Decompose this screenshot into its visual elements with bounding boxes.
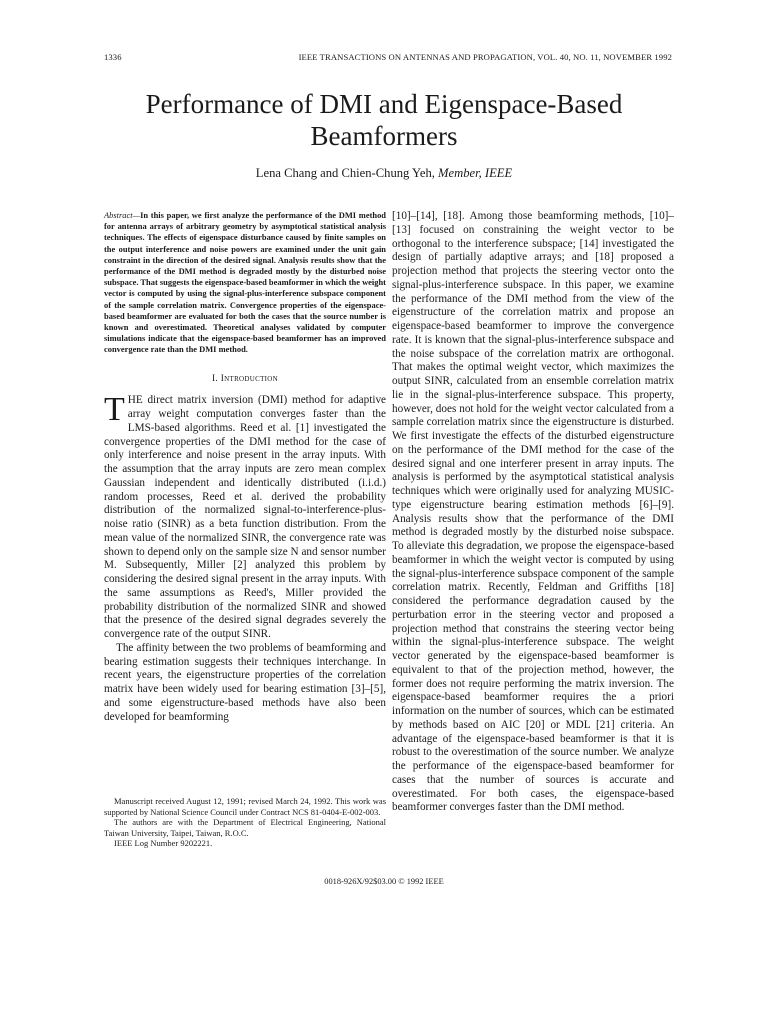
- footnote-affiliation: The authors are with the Department of Electrical Engineering, National Taiwan University, Taipei, Taiwan, R.O.C.: [104, 817, 386, 838]
- drop-cap: T: [104, 391, 125, 429]
- footnotes: [104, 796, 386, 849]
- right-column-paragraph: [10]–[14], [18]. Among those beamforming methods, [10]–[13] focused on constraining the weight vector to be orthogonal to the interference subspace; [14] investigated the design of partially adaptive arrays; and [18] proposed a projection method that projects the steering vector onto the signal-plus-interference subspace. In this paper, we examine the performance of the DMI method from the view of the eigenstructure of the correlation matrix and propose an eigenspace-based beamformer to improve the convergence rate. It is known that the signal-plus-interference subspace and the noise subspace of the correlation matrix are orthogonal. That makes the optimal weight vector, which maximizes the output SINR, calculated from an ensemble correlation matrix lie in the signal-plus-interference subspace. This property, however, does not hold for the weight vector calculated from a sample correlation matrix since the eigenstructure is disturbed. We first investigate the effects of the disturbed eigenstructure on the performance of the DMI method for the case of the desired signal and one interferer present in array inputs. The analysis is performed by the asymptotical statistical analysis techniques which were originally used for analyzing MUSIC-type eigenstructure bearing estimation methods [6]–[9]. Analysis results show that the performance of the DMI method is degraded mostly by the disturbed noise subspace. To alleviate this degradation, we propose the eigenspace-based beamformer in which the weight vector is computed by using the signal-plus-interference subspace component of the sample correlation matrix. Recently, Feldman and Griffiths [18] considered the performance degradation caused by the perturbation error in the steering vector and proposed a projection method that constrains the steering vector being within the signal-plus-interference subspace. The weight vector generated by the eigenspace-based beamformer is equivalent to that of the projection method, however, the former does not require performing the matrix inversion. The eigenspace-based beamformer requires the a priori information on the number of sources, which can be estimated by methods based on AIC [20] or MDL [21] criteria. An advantage of the eigenspace-based beamformer is that it is robust to the overestimation of the source number. We analyze the performance of the eigenspace-based beamformer for cases that the number of sources is accurate and overestimated. For both cases, the eigenspace-based beamformer converges faster than the DMI method.: [392, 210, 674, 814]
- title-line-1: Performance of DMI and Eigenspace-Based: [145, 89, 623, 119]
- section-number: I.: [211, 374, 219, 385]
- introduction-body: [104, 391, 386, 724]
- footnote-log-number: IEEE Log Number 9202221.: [114, 838, 213, 849]
- abstract-text: In this paper, we first analyze the performance of the DMI method for antenna arrays of arbitrary geometry by asymptotical statistical analysis techniques. The effects of eigenspace disturbance caused by finite samples on the output interference and noise powers are examined under the unit gain constraint in the direction of the desired signal. Analysis results show that the performance of the DMI method is degraded mostly by the disturbed noise subspace. That suggests the eigenspace-based beamformer in which the weight vector is computed by using the signal-plus-interference subspace component of the sample correlation matrix. Convergence properties of the eigenspace-based beamformer are evaluated for both the cases that the source number is known and overestimated. Theoretical analyses validated by computer simulations indicate that the eigenspace-based beamformer has an improved convergence rate than the DMI method.: [104, 210, 386, 355]
- right-column: [392, 210, 674, 815]
- footnote-manuscript: Manuscript received August 12, 1991; revised March 24, 1992. This work was supported by National Science Council under Contract NCS 81-0404-E-002-003.: [104, 796, 386, 817]
- section-title: Introduction: [220, 374, 278, 385]
- intro-paragraph-2: The affinity between the two problems of beamforming and bearing estimation suggests their techniques interchange. In recent years, the eigenstructure properties of the correlation matrix have been widely used for bearing estimation [3]–[5], and some eigenstructure-based methods have also been developed for beamforming: [104, 641, 386, 723]
- paper-title: [60, 88, 708, 152]
- page-number: 1336: [104, 52, 122, 62]
- author-line: [60, 166, 708, 181]
- abstract-label: Abstract: [104, 210, 133, 220]
- intro-paragraph-1-text: HE direct matrix inversion (DMI) method for adaptive array weight computation converges faster than the LMS-based algorithms. Reed et al. [1] investigated the convergence properties of the DMI method for the case of only interference and noise present in the array inputs. With the assumption that the array inputs are zero mean complex Gaussian independent and identically distributed (i.i.d.) random processes, Reed et al. derived the probability distribution of the normalized signal-to-interference-plus-noise ratio (SINR) as a beta function distribution. From the mean value of the normalized SINR, the convergence rate was shown to depend only on the sample size N and sensor number M. Subsequently, Miller [2] analyzed this problem by considering the desired signal present in the array inputs. With the same assumptions as Reed's, Miller provided the probability distribution of the normalized SINR and showed that the presence of the desired signal degrades severely the convergence rate of the output SINR.: [104, 394, 386, 641]
- intro-paragraph-1: [104, 391, 386, 642]
- running-head: [104, 52, 672, 66]
- journal-citation: IEEE TRANSACTIONS ON ANTENNAS AND PROPAGATION, VOL. 40, NO. 11, NOVEMBER 1992: [298, 52, 672, 62]
- abstract: [104, 210, 386, 355]
- copyright-footer: 0018-926X/92$03.00 © 1992 IEEE: [324, 877, 444, 886]
- author-membership: Member, IEEE: [438, 166, 513, 180]
- left-column: [104, 210, 386, 724]
- abstract-dash: —: [132, 210, 141, 220]
- section-heading-introduction: [104, 374, 386, 384]
- author-names: Lena Chang and Chien-Chung Yeh,: [255, 166, 435, 180]
- title-line-2: Beamformers: [310, 121, 458, 151]
